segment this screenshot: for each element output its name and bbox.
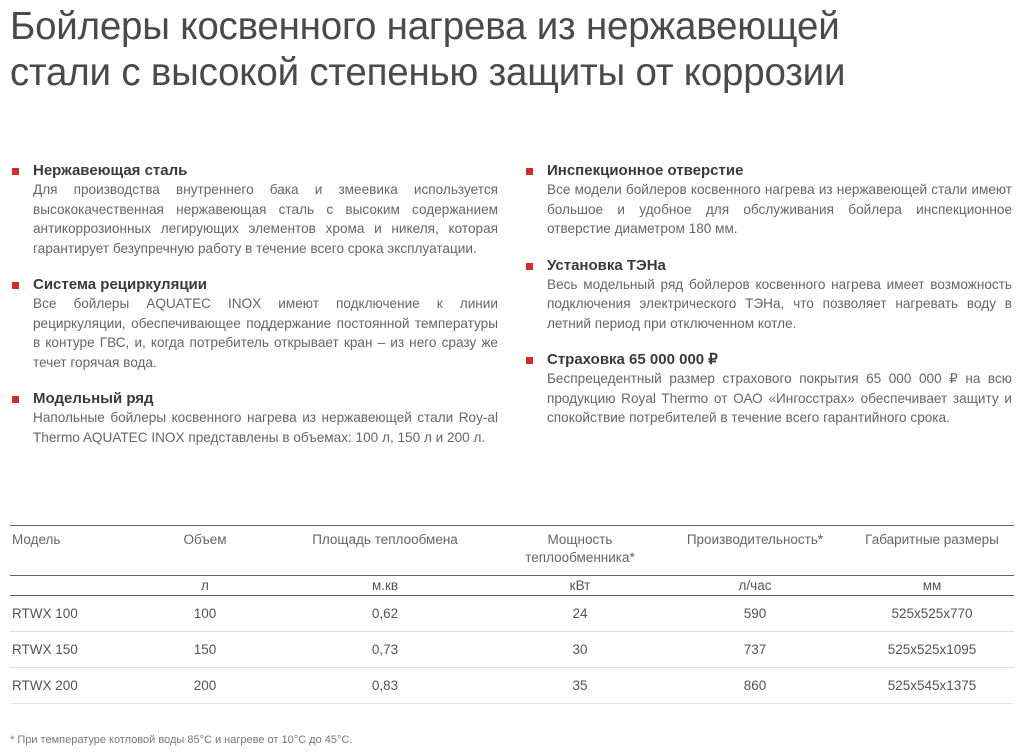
table-header-cell: Объем	[140, 526, 270, 576]
table-cell: 30	[500, 632, 660, 668]
feature-text: Для производства внутреннего бака и змеевика используется высококачественная нержавеющая сталь с высоким содержанием антикоррозионных легирующих элементов хрома и никеля, которая гарантирует безупречную работу в течение всего срока эксплуатации.	[33, 182, 498, 256]
feature-title: Система рециркуляции	[33, 276, 208, 293]
table-units-row	[10, 576, 1014, 596]
specs-table	[10, 525, 1014, 704]
table-cell: 200	[140, 668, 270, 704]
table-row	[10, 668, 1014, 704]
table-cell: RTWX 200	[10, 668, 140, 704]
feature-text: Весь модельный ряд бойлеров косвенного нагрева имеет возможность подключения электрического ТЭНа, что позволяет нагревать воду в летний период при отключенном котле.	[547, 276, 1012, 331]
table-cell: 525x525x770	[850, 596, 1014, 632]
feature-title: Нержавеющая сталь	[33, 162, 188, 179]
feature-text: Все модели бойлеров косвенного нагрева из нержавеющей стали имеют большое и удобное для обслуживания бойлера инспекционное отверстие диаметром 180 мм.	[547, 182, 1012, 236]
table-cell: 150	[140, 632, 270, 668]
table-header-cell: Модель	[10, 526, 140, 576]
table-unit-cell: кВт	[500, 576, 660, 596]
table-header-cell: Площадь теплообмена	[270, 526, 500, 576]
table-cell: 590	[660, 596, 850, 632]
features-right-column	[524, 162, 1012, 446]
table-cell: 737	[660, 632, 850, 668]
feature-text: Напольные бойлеры косвенного нагрева из нержавеющей стали Roy-al Thermo AQUATEC INOX представлены в объемах: 100 л, 150 л и 200 л.	[33, 410, 498, 445]
feature-inspection-hole	[524, 162, 1012, 239]
bullet-square-icon	[526, 168, 533, 175]
table-cell: 525x545x1375	[850, 668, 1014, 704]
bullet-square-icon	[526, 263, 533, 270]
bullet-square-icon	[526, 357, 533, 364]
table-cell: RTWX 150	[10, 632, 140, 668]
page-title-line-1: Бойлеры косвенного нагрева из нержавеющей	[10, 5, 840, 48]
feature-insurance	[524, 351, 1012, 428]
table-unit-cell: л/час	[660, 576, 850, 596]
table-unit-cell: м.кв	[270, 576, 500, 596]
table-unit-cell: мм	[850, 576, 1014, 596]
table-cell: 525x525x1095	[850, 632, 1014, 668]
feature-text: Беспрецедентный размер страхового покрытия 65 000 000 ₽ на всю продукцию Royal Thermo от ОАО «Ингосстрах» обеспечивает защиту и спокойствие потребителей в течение всего гарантийного срока.	[547, 371, 1012, 425]
bullet-square-icon	[12, 282, 19, 289]
feature-text: Все бойлеры AQUATEC INOX имеют подключение к линии рециркуляции, обеспечивающее поддержание постоянной температуры в контуре ГВС, и, когда потребитель открывает кран – из него сразу же течет горячая вода.	[33, 296, 498, 370]
feature-heater-install	[524, 257, 1012, 334]
footnote: * При температуре котловой воды 85°С и нагреве от 10°С до 45°С.	[10, 734, 353, 746]
feature-recirculation	[10, 276, 498, 372]
table-cell: 860	[660, 668, 850, 704]
page-title-line-2: стали с высокой степенью защиты от коррозии	[10, 51, 846, 94]
table-cell: 0,83	[270, 668, 500, 704]
feature-title: Страховка 65 000 000 ₽	[547, 351, 718, 368]
table-row	[10, 632, 1014, 668]
feature-title: Модельный ряд	[33, 390, 154, 407]
features-left-column	[10, 162, 498, 465]
bullet-square-icon	[12, 168, 19, 175]
table-cell: 0,62	[270, 596, 500, 632]
table-header-cell: Габаритные размеры	[850, 526, 1014, 576]
table-cell: 24	[500, 596, 660, 632]
feature-model-range	[10, 390, 498, 447]
page-title	[10, 4, 1015, 96]
table-header-row	[10, 526, 1014, 576]
feature-title: Установка ТЭНа	[547, 256, 666, 274]
table-cell: 100	[140, 596, 270, 632]
table-unit-cell	[10, 576, 140, 596]
table-row	[10, 596, 1014, 632]
bullet-square-icon	[12, 396, 19, 403]
table-header-cell: Мощность теплообменника*	[500, 526, 660, 576]
table-cell: RTWX 100	[10, 596, 140, 632]
table-header-cell: Производительность*	[660, 526, 850, 576]
table-cell: 35	[500, 668, 660, 704]
feature-title: Инспекционное отверстие	[547, 162, 744, 179]
table-cell: 0,73	[270, 632, 500, 668]
feature-stainless-steel	[10, 162, 498, 258]
table-unit-cell: л	[140, 576, 270, 596]
